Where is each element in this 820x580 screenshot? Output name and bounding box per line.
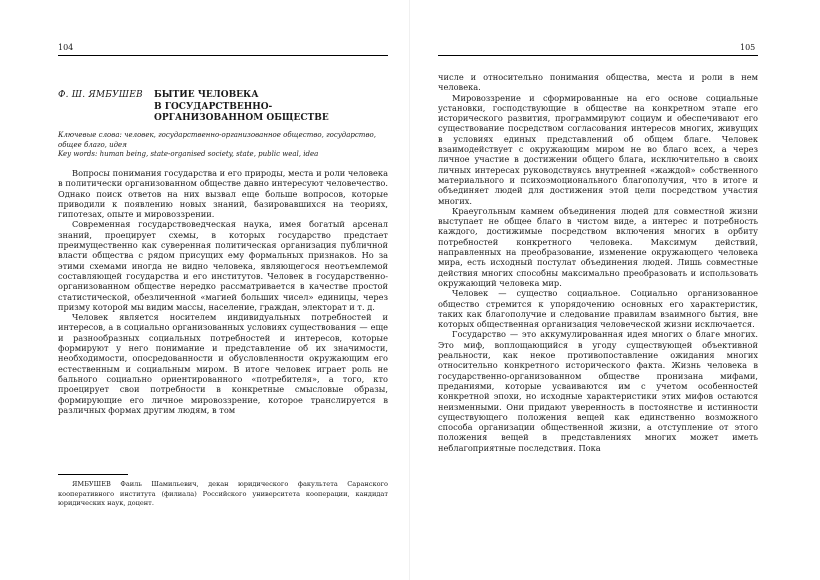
article-title <box>154 90 384 125</box>
left-body-text <box>58 168 388 415</box>
page-number-left: 104 <box>58 43 74 52</box>
paragraph: Человек — существо социальное. Социально организованное общество стремится к упорядочению основных его характеристик, таких как благополучие и следование правилам взаимного бытия, вне которых общественная организация человеческой жизни исключается. <box>438 288 758 330</box>
paragraph: Современная государствоведческая наука, имея богатый арсенал знаний, проецирует схемы, в которых государство предстает преимущественно как суверенная политическая организация публичной власти общества с рядом присущих ему формальных признаков. Но за этими схемами иногда не видно человека, являющегося неотъемлемой составляющей государства и его институтов. Человек в государственно-организованном обществе нередко рассматривается в качестве простой статистической, обезличенной «магией больших чисел» единицы, через призму которой мы видим массы, население, граждан, электорат и т. д. <box>58 219 388 312</box>
keywords-ru <box>58 131 388 150</box>
title-line: В ГОСУДАРСТВЕННО- <box>154 101 273 112</box>
keywords-en <box>58 150 388 160</box>
paragraph: Вопросы понимания государства и его природы, места и роли человека в политически организованном обществе давно интересуют человечество. Однако поиск ответов на них вызвал еще больше вопросов, которые приводили к появлению новых знаний, базировавшихся на теориях, гипотезах, опыте и мировоззрении. <box>58 168 388 220</box>
paragraph: Краеугольным камнем объединения людей для совместной жизни выступает не общее благо в чистом виде, а интерес и потребность каждого, достижимые посредством включения многих в орбиту потребностей конкретного человека. Максимум действий, направленных на преобразование, изменение окружающего человека мира, есть исходный постулат объединения людей. Лишь совместные действия многих способны максимально преобразовать и использовать окружающий человека мир. <box>438 205 758 288</box>
paragraph: Человек является носителем индивидуальных потребностей и интересов, а в социально организованных условиях существования — еще и разнообразных социальных потребностей и интересов, которые формируют у него понимание и представление об их значимости, необходимости, опосредованности и обусловленности окружающим его естественным и социальным миром. В итоге человек играет роль не бального социально ориентированного «потребителя», а того, кто проецирует свои потребности в конкретные смысловые образы, формирующие его личное мировоззрение, которое транслируется в различных формах другим людям, в том <box>58 312 388 415</box>
page-number-right: 105 <box>740 43 756 52</box>
keywords-ru-label: Ключевые слова: <box>58 131 122 139</box>
author-name: Ф. Ш. ЯМБУШЕВ <box>58 90 143 100</box>
paragraph-continuation: числе и относительно понимания общества, места и роли в нем человека. <box>438 72 758 93</box>
header-rule-right <box>438 55 758 56</box>
author-footnote: ЯМБУШЕВ Фаиль Шамильевич, декан юридического факультета Саранского кооперативного института (филиала) Российского университета кооперации, кандидат юридических наук, доцент. <box>58 480 388 507</box>
title-line: БЫТИЕ ЧЕЛОВЕКА <box>154 90 259 100</box>
footnote-rule <box>58 474 128 475</box>
paragraph: Мировоззрение и сформированные на его основе социальные установки, господствующие в обществе на конкретном этапе его исторического развития, программируют социум и обеспечивают его существование посредством согласования интересов многих, живущих в условиях единых представлений об общем благе. Человек взаимодействует с окружающим миром не во благо всех, а через личное участие в достижении общего блага, исключительно в своих личных интересах руководствуясь внутренней «жаждой» собственного материального и психоэмоционального благополучия, что в итоге и объединяет людей для достижения этой цели посредством участия многих. <box>438 92 758 206</box>
header-rule-left <box>58 55 388 56</box>
right-page <box>410 0 820 580</box>
title-line: ОРГАНИЗОВАННОМ ОБЩЕСТВЕ <box>154 113 329 123</box>
keywords-en-text: human being, state-organised society, state, public weal, idea <box>99 150 319 158</box>
paragraph: Государство — это аккумулированная идея многих о благе многих. Это миф, воплощающийся в угоду существующей объективной реальности, как некое противопоставление ожидания многих относительно конкретного исторического факта. Жизнь человека в государственно-организованном обществе пронизана мифами, преданиями, которые усваиваются им с учетом особенностей конкретной эпохи, но исходные характеристики этих мифов остаются неизменными. Они придают уверенность в постоянстве и истинности существующего положения вещей как единственно возможного способа организации общественной жизни, а отступление от этого положения вещей в представлениях многих может иметь неблагоприятные последствия. Пока <box>438 329 758 453</box>
keywords-ru-text: человек, государственно-организованное общество, государство, общее благо, идея <box>58 131 376 149</box>
keywords-block <box>58 131 388 160</box>
right-body-text <box>438 72 758 453</box>
keywords-en-label: Key words: <box>58 150 98 158</box>
